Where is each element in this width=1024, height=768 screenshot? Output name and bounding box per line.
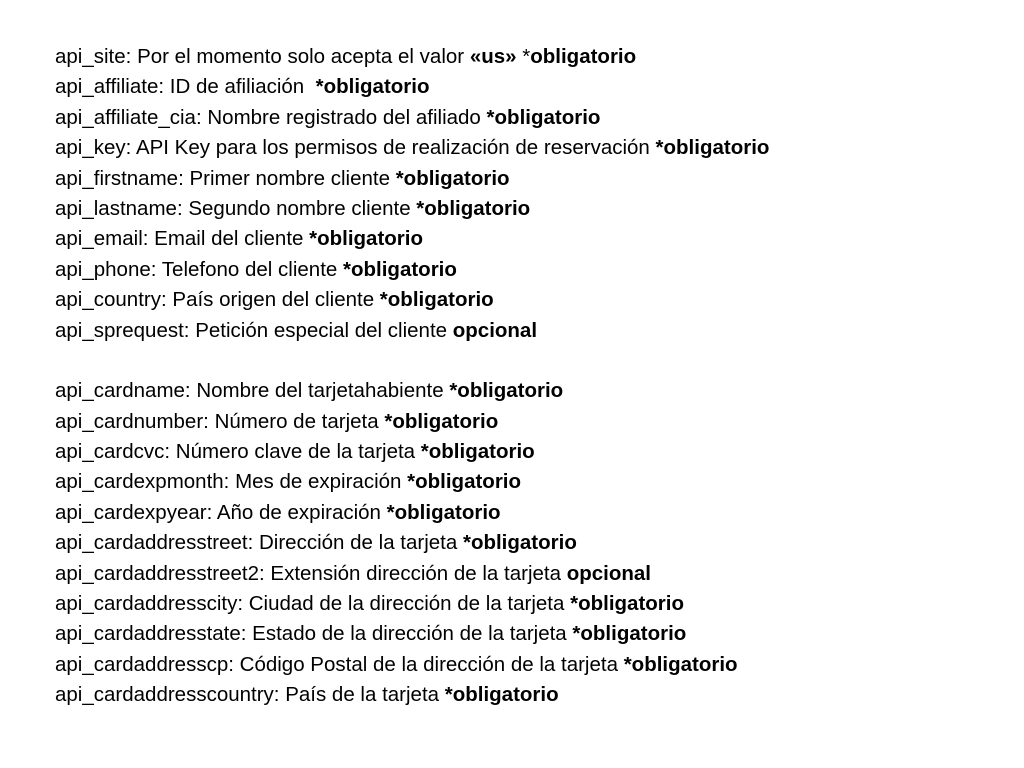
param-description: Dirección de la tarjeta (259, 531, 463, 555)
param-description: Nombre del tarjetahabiente (196, 379, 450, 403)
param-status: *obligatorio (420, 440, 535, 464)
param-api-cardcvc: api_cardcvc: Número clave de la tarjeta *obligatorio (55, 440, 535, 464)
param-status: *obligatorio (309, 227, 424, 251)
param-status: *obligatorio (386, 500, 501, 524)
param-status: *obligatorio (444, 683, 559, 707)
param-api-cardaddresstreet2: api_cardaddresstreet2: Extensión dirección de la tarjeta opcional (55, 561, 651, 585)
param-name: api_key (55, 136, 126, 160)
param-name: api_cardaddresscity (55, 592, 238, 616)
param-status: *obligatorio (655, 136, 770, 160)
param-api-affiliate-cia: api_affiliate_cia: Nombre registrado del afiliado *obligatorio (55, 105, 601, 129)
param-description: Telefono del cliente (161, 257, 344, 281)
param-api-affiliate: api_affiliate: ID de afiliación *obligatorio (55, 75, 430, 99)
param-name: api_email (55, 227, 143, 251)
param-api-cardexpmonth: api_cardexpmonth: Mes de expiración *obligatorio (55, 470, 522, 494)
param-description: Código Postal de la dirección de la tarjeta (239, 652, 624, 676)
param-status: obligatorio (530, 45, 637, 68)
param-status: *obligatorio (343, 257, 457, 281)
param-status: opcional (452, 318, 538, 342)
param-description: Primer nombre cliente (189, 166, 396, 190)
param-api-sprequest: api_sprequest: Petición especial del cliente opcional (55, 318, 538, 342)
param-description: Por el momento solo acepta el valor (137, 45, 470, 68)
param-status: opcional (566, 561, 651, 585)
param-status: *obligatorio (407, 470, 522, 494)
param-name: api_cardexpyear (55, 500, 207, 524)
group-spacer (55, 346, 1005, 376)
param-description: Estado de la dirección de la tarjeta (252, 622, 573, 646)
param-status: *obligatorio (384, 409, 499, 433)
param-api-country: api_country: País origen del cliente *obligatorio (55, 288, 494, 312)
param-name: api_sprequest (55, 318, 184, 342)
param-description: Segundo nombre cliente (188, 196, 417, 220)
parameter-list (55, 42, 1005, 711)
param-description: Email del cliente (154, 227, 310, 251)
param-name: api_lastname (55, 196, 177, 220)
param-description: País origen del cliente (172, 288, 380, 312)
param-api-cardaddresstate: api_cardaddresstate: Estado de la dirección de la tarjeta *obligatorio (55, 622, 687, 646)
param-description: ID de afiliación (169, 75, 316, 99)
param-api-key: api_key: API Key para los permisos de realización de reservación *obligatorio (55, 136, 770, 160)
param-description: Ciudad de la dirección de la tarjeta (248, 592, 571, 616)
param-name: api_firstname (55, 166, 179, 190)
param-value-highlight: «us» (469, 45, 517, 68)
param-description: Petición especial del cliente (195, 318, 453, 342)
param-status: *obligatorio (449, 379, 564, 403)
param-name: api_country (55, 288, 161, 312)
param-api-cardexpyear: api_cardexpyear: Año de expiración *obligatorio (55, 500, 501, 524)
param-api-cardaddresstreet: api_cardaddresstreet: Dirección de la tarjeta *obligatorio (55, 531, 577, 555)
param-name: api_cardname (55, 379, 185, 403)
param-api-cardname: api_cardname: Nombre del tarjetahabiente *obligatorio (55, 379, 564, 403)
param-name: api_affiliate (55, 75, 159, 99)
param-name: api_cardexpmonth (55, 470, 224, 494)
param-status: *obligatorio (379, 288, 494, 312)
param-description: Número de tarjeta (214, 409, 385, 433)
param-name: api_phone (55, 257, 151, 281)
param-status: *obligatorio (416, 196, 531, 220)
param-name: api_cardcvc (55, 440, 165, 464)
param-name: api_cardaddresstreet (55, 531, 248, 555)
param-description: País de la tarjeta (285, 683, 445, 707)
param-name: api_affiliate_cia (55, 105, 196, 129)
param-separator: * (516, 45, 531, 68)
param-api-site: api_site: Por el momento solo acepta el valor «us» *obligatorio (55, 45, 637, 68)
param-description: Mes de expiración (235, 470, 408, 494)
param-name: api_cardaddresstreet2 (55, 561, 259, 585)
param-description: Extensión dirección de la tarjeta (270, 561, 567, 585)
param-api-cardaddresscp: api_cardaddresscp: Código Postal de la dirección de la tarjeta *obligatorio (55, 652, 738, 676)
param-name: api_cardnumber (55, 409, 204, 433)
param-api-firstname: api_firstname: Primer nombre cliente *obligatorio (55, 166, 510, 190)
param-name: api_site (55, 45, 126, 68)
param-api-lastname: api_lastname: Segundo nombre cliente *obligatorio (55, 196, 531, 220)
param-status: *obligatorio (572, 622, 687, 646)
param-description: API Key para los permisos de realización de reservación (135, 136, 656, 160)
param-status: *obligatorio (395, 166, 510, 190)
param-name: api_cardaddresscp (55, 652, 229, 676)
param-api-cardaddresscity: api_cardaddresscity: Ciudad de la dirección de la tarjeta *obligatorio (55, 592, 684, 616)
param-api-phone: api_phone: Telefono del cliente *obligatorio (55, 257, 457, 281)
param-api-cardaddresscountry: api_cardaddresscountry: País de la tarjeta *obligatorio (55, 683, 559, 707)
param-name: api_cardaddresscountry (55, 683, 274, 707)
param-status: *obligatorio (486, 105, 601, 129)
param-status: *obligatorio (462, 531, 577, 555)
param-name: api_cardaddresstate (55, 622, 241, 646)
param-description: Año de expiración (216, 500, 387, 524)
param-status: *obligatorio (570, 592, 684, 616)
param-status: *obligatorio (623, 652, 738, 676)
param-api-email: api_email: Email del cliente *obligatorio (55, 227, 424, 251)
param-description: Número clave de la tarjeta (175, 440, 421, 464)
param-description: Nombre registrado del afiliado (207, 105, 487, 129)
param-api-cardnumber: api_cardnumber: Número de tarjeta *obligatorio (55, 409, 499, 433)
param-status: *obligatorio (315, 75, 430, 99)
